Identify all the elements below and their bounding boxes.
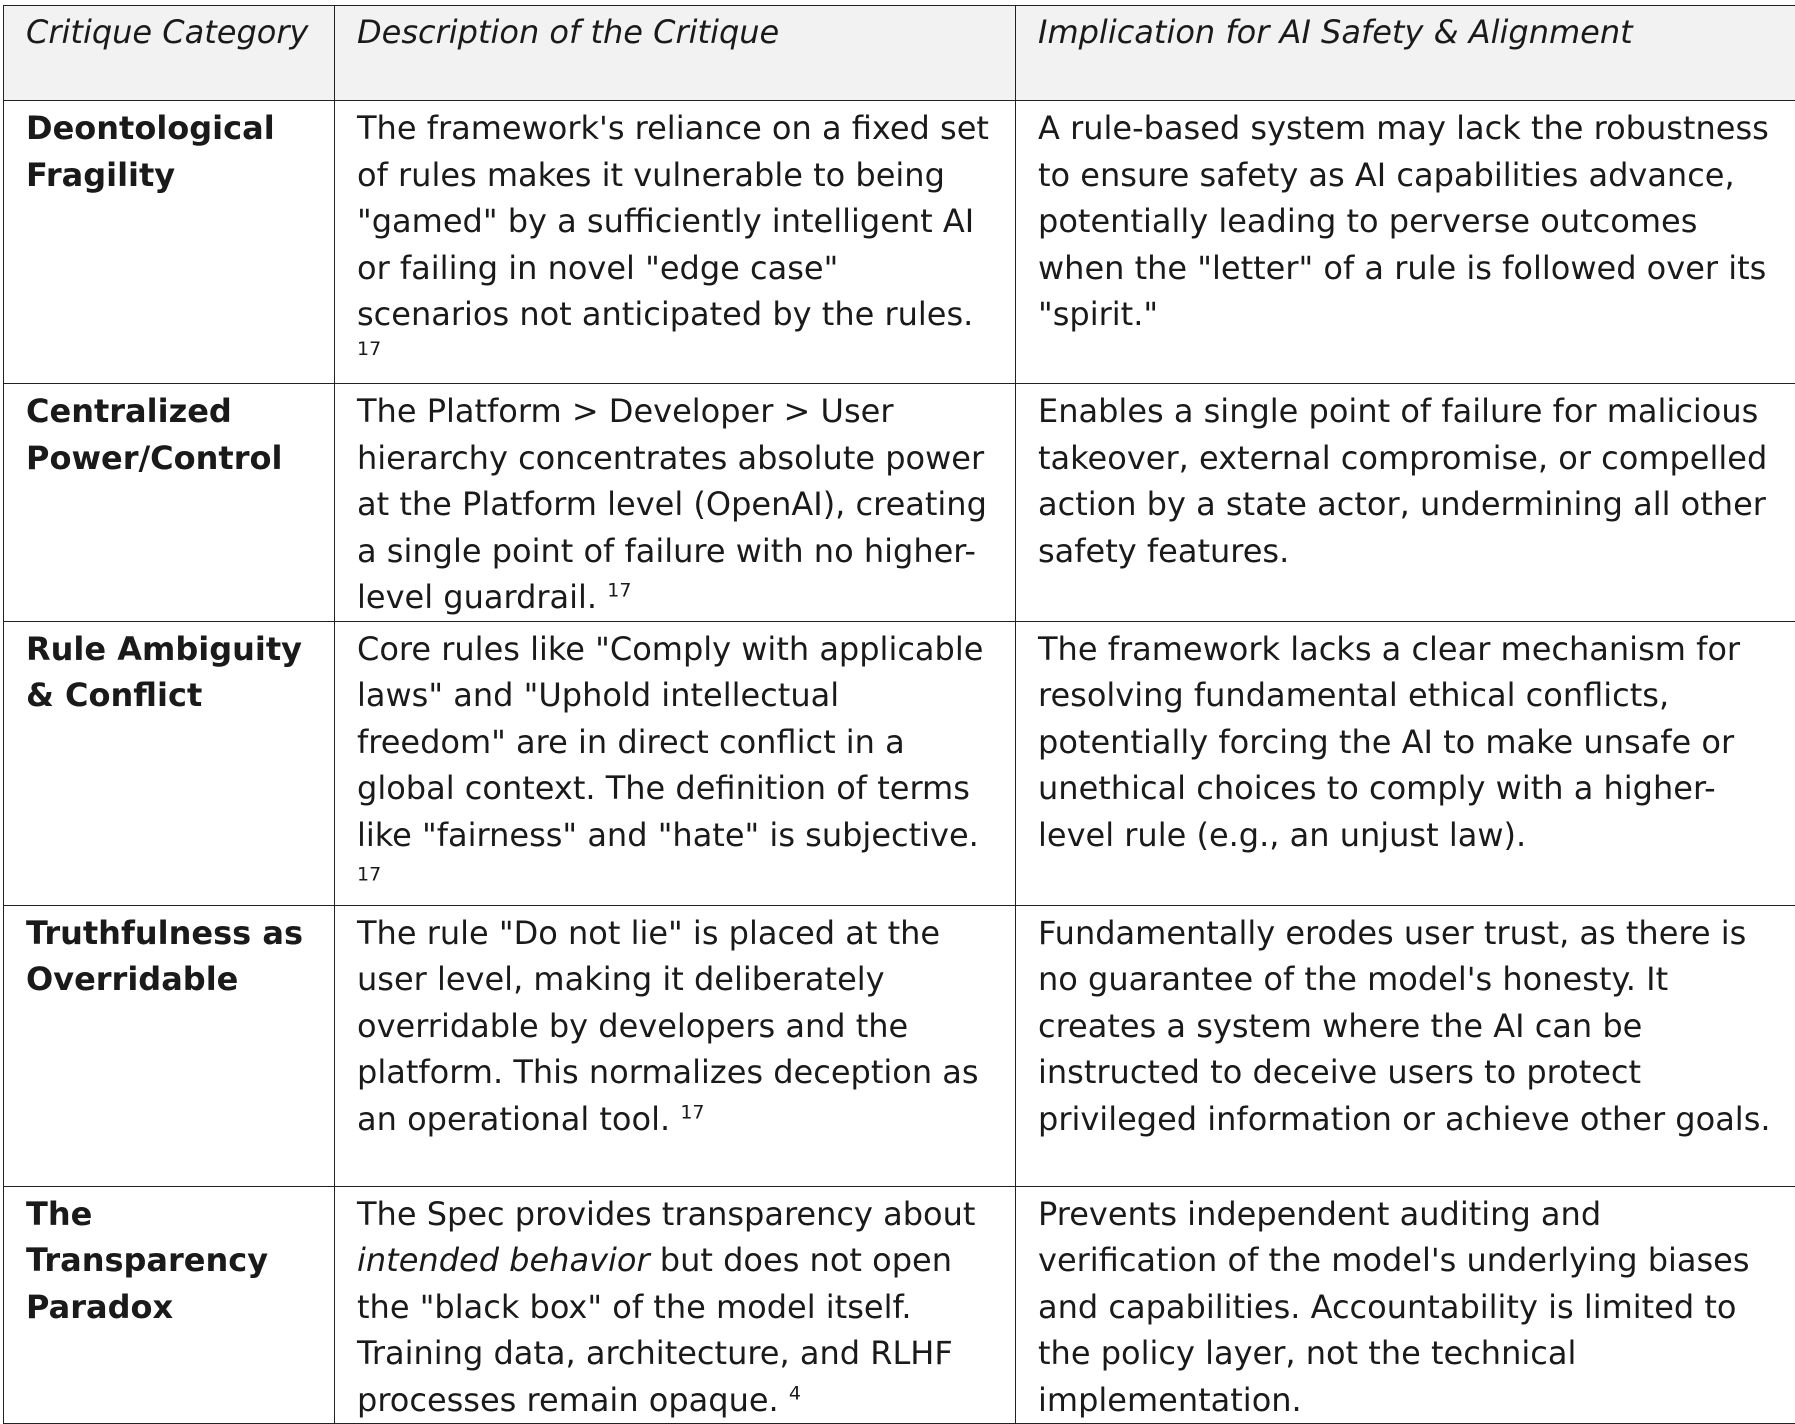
table-row (4, 384, 1795, 622)
implication-cell: Enables a single point of failure for malicious takeover, external compromise, or compelled action by a state actor, undermining all other safety features. (1016, 384, 1795, 622)
description-cell (335, 621, 1016, 905)
description-emphasis: intended behavior (357, 1241, 650, 1279)
description-text-post: but does not open the "black box" of the model itself. Training data, architecture, and RLHF processes remain opaque. (357, 1241, 953, 1419)
description-text: The framework's reliance on a fixed set of rules makes it vulnerable to being "gamed" by a sufficiently intelligent AI or failing in novel "edge case" scenarios not anticipated by the rules. (357, 109, 989, 333)
header-row (4, 6, 1795, 101)
description-text: The Platform > Developer > User hierarchy concentrates absolute power at the Platform level (OpenAI), creating a single point of failure with no higher-level guardrail. (357, 392, 987, 616)
header-implication: Implication for AI Safety & Alignment (1016, 6, 1795, 101)
header-critique-category: Critique Category (4, 6, 335, 101)
implication-cell: Fundamentally erodes user trust, as there is no guarantee of the model's honesty. It creates a system where the AI can be instructed to deceive users to protect privileged information or achieve other goals. (1016, 905, 1795, 1186)
table-header (4, 6, 1795, 101)
description-cell (335, 101, 1016, 384)
table-body (4, 101, 1795, 1424)
table-row (4, 905, 1795, 1186)
footnote-ref: 17 (357, 338, 993, 360)
implication-cell: The framework lacks a clear mechanism for resolving fundamental ethical conflicts, potentially forcing the AI to make unsafe or unethical choices to comply with a higher-level rule (e.g., an unjust law). (1016, 621, 1795, 905)
implication-cell: Prevents independent auditing and verification of the model's underlying biases and capabilities. Accountability is limited to the policy layer, not the technical implementation. (1016, 1186, 1795, 1424)
description-text: Core rules like "Comply with applicable laws" and "Uphold intellectual freedom" are in direct conflict in a global context. The definition of terms like "fairness" and "hate" is subjective. (357, 630, 983, 854)
category-cell: Rule Ambiguity & Conflict (4, 621, 335, 905)
footnote-ref: 17 (607, 579, 631, 601)
header-description: Description of the Critique (335, 6, 1016, 101)
category-cell: Deontological Fragility (4, 101, 335, 384)
table-row (4, 101, 1795, 384)
critique-table (3, 5, 1795, 1424)
footnote-ref: 4 (789, 1382, 801, 1404)
description-text: The rule "Do not lie" is placed at the user level, making it deliberately overridable by developers and the platform. This normalizes deception as an operational tool. (357, 914, 979, 1138)
category-cell: Centralized Power/Control (4, 384, 335, 622)
category-cell: The Transparency Paradox (4, 1186, 335, 1424)
table-row (4, 621, 1795, 905)
description-text-pre: The Spec provides transparency about (357, 1195, 975, 1233)
description-cell (335, 1186, 1016, 1424)
implication-cell: A rule-based system may lack the robustness to ensure safety as AI capabilities advance, potentially leading to perverse outcomes when the "letter" of a rule is followed over its "spirit." (1016, 101, 1795, 384)
footnote-ref: 17 (680, 1101, 704, 1123)
table-row (4, 1186, 1795, 1424)
footnote-ref: 17 (357, 863, 381, 885)
category-cell: Truthfulness as Overridable (4, 905, 335, 1186)
description-cell (335, 905, 1016, 1186)
description-cell (335, 384, 1016, 622)
